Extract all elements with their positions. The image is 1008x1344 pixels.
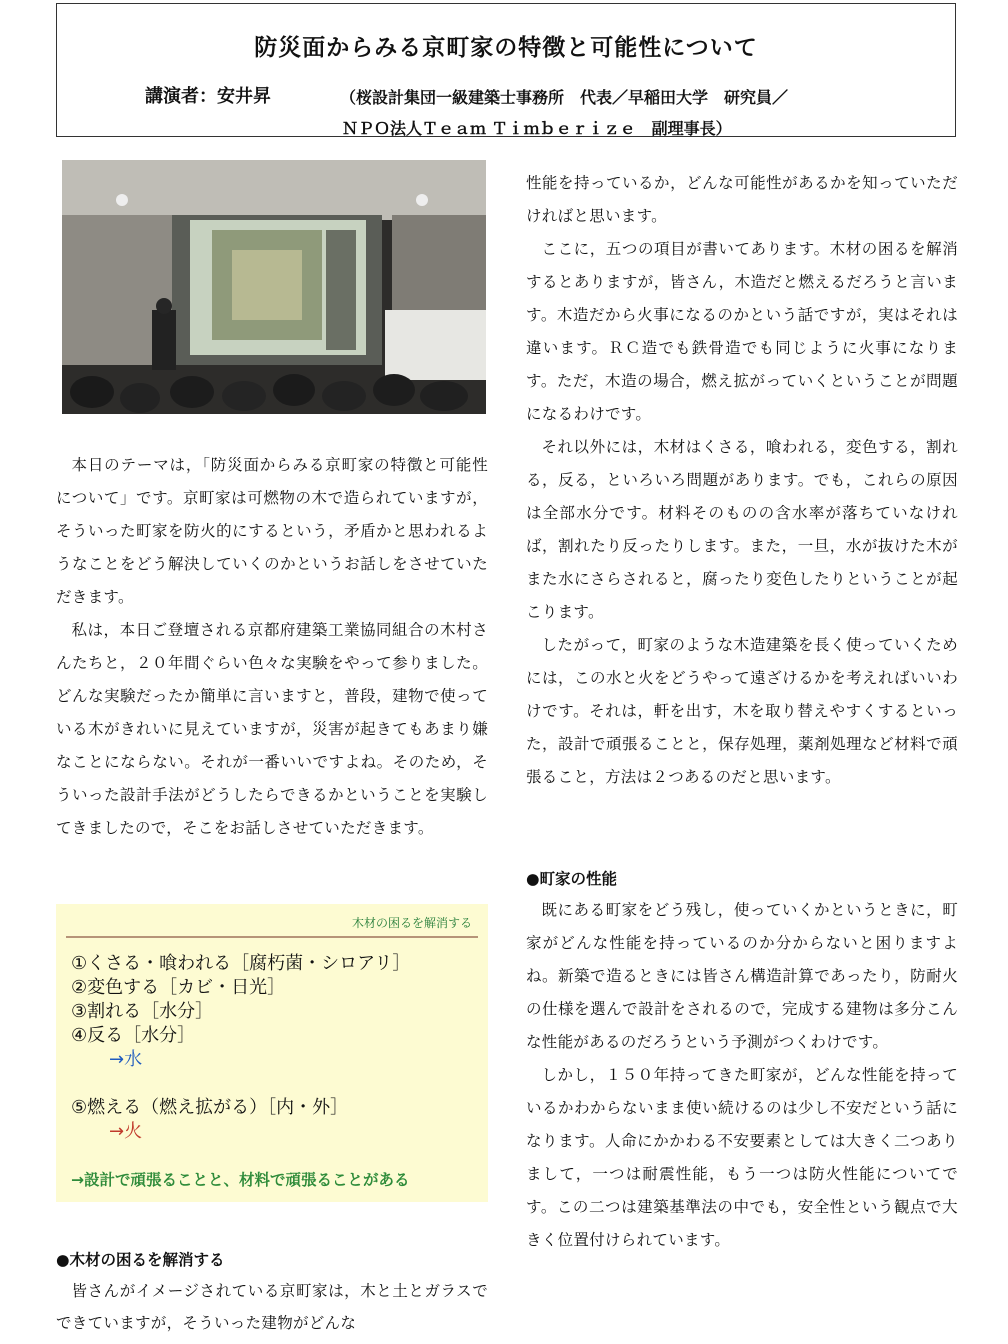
body-paragraph: それ以外には，木材はくさる，喰われる，変色する，割れる，反る，といろいろ問題があります。でも，これらの原因は全部水分です。材料そのものの含水率が落ちていなければ，割れたり反ったりします。また，一旦，水が抜けた木がまた水にさらされると，腐ったり変色したりということが起こります。 bbox=[526, 438, 958, 621]
callout-list bbox=[71, 952, 410, 1144]
body-paragraph: ここに，五つの項目が書いてあります。木材の困るを解消するとありますが，皆さん，木造だと燃えるだろうと言います。木造だから火事になるのかという話ですが，実はそれは違います。ＲＣ造でも鉄骨造でも同じように火事になります。ただ，木造の場合，燃え拡がっていくということが問題になるわけです。 bbox=[526, 240, 958, 423]
callout-item: ④反る［水分］ bbox=[71, 1025, 196, 1046]
body-paragraph: 私は，本日ご登壇される京都府建築工業協同組合の木村さんたちと，２０年間ぐらい色々な実験をやって参りました。どんな実験だったか簡単に言いますと，普段，建物で使っている木がきれいに見えていますが，災害が起きてもあまり嫌なことにならない。それが一番いいですよね。そのため，そういった設計手法がどうしたらできるかということを実験してきましたので，そこをお話しさせていただきます。 bbox=[56, 621, 488, 837]
section-heading: ●町家の性能 bbox=[526, 870, 618, 888]
callout-footer: →設計で頑張ることと、材料で頑張ることがある bbox=[71, 1171, 410, 1189]
speaker-name: 講演者：安井昇 bbox=[145, 86, 271, 107]
speaker-affiliation-line1: （桜設計集団一級建築士事務所 代表／早稲田大学 研究員／ bbox=[340, 88, 789, 107]
left-column-intro bbox=[56, 449, 488, 845]
fire-arrow-label: →火 bbox=[109, 1121, 143, 1142]
callout-item: ③割れる［水分］ bbox=[71, 1001, 214, 1022]
speaker-affiliation-line2: ＮＰＯ法人Ｔｅａｍ Ｔｉｍｂｅｒｉｚｅ 副理事長） bbox=[342, 119, 732, 138]
callout-divider bbox=[66, 936, 478, 938]
right-column-upper bbox=[526, 167, 958, 794]
body-paragraph: 皆さんがイメージされている京町家は，木と土とガラスでできていますが，そういった建物がどんな bbox=[56, 1282, 488, 1332]
left-column-section bbox=[56, 1245, 488, 1339]
body-paragraph: 既にある町家をどう残し，使っていくかというときに，町家がどんな性能を持っているのか分からないと困りますよね。新築で造るときには皆さん構造計算であったり，防耐火の仕様を選んで設計をされるので，完成する建物は多分こんな性能があるのだろうという予測がつくわけです。 bbox=[526, 901, 958, 1051]
title-box bbox=[56, 3, 956, 137]
body-paragraph: 性能を持っているか，どんな可能性があるかを知っていただければと思います。 bbox=[526, 174, 958, 225]
lecture-photo bbox=[62, 160, 486, 414]
body-paragraph: しかし，１５０年持ってきた町家が，どんな性能を持っているかわからないまま使い続けるのは少し不安だという話になります。人命にかかわる不安要素としては大きく二つありまして，一つは耐震性能，もう一つは防火性能についてです。この二つは建築基準法の中でも，安全性という観点で大きく位置付けられています。 bbox=[526, 1066, 958, 1249]
callout-title: 木材の困るを解消する bbox=[351, 916, 472, 930]
callout-panel bbox=[56, 904, 488, 1202]
callout-item: ②変色する［カビ・日光］ bbox=[71, 977, 286, 998]
water-arrow-label: →水 bbox=[109, 1049, 143, 1070]
document-title: 防災面からみる京町家の特徴と可能性について bbox=[254, 35, 758, 61]
callout-item: ①くさる・喰われる［腐朽菌・シロアリ］ bbox=[71, 953, 411, 974]
right-column-section bbox=[526, 864, 958, 1257]
callout-spacer bbox=[71, 1072, 410, 1096]
section-heading: ●木材の困るを解消する bbox=[56, 1251, 225, 1269]
callout-item: ⑤燃える（燃え拡がる）［内・外］ bbox=[71, 1097, 349, 1118]
body-paragraph: したがって，町家のような木造建築を長く使っていくためには，この水と火をどうやって遠ざけるかを考えればいいわけです。それは，軒を出す，木を取り替えやすくするといった，設計で頑張ることと，保存処理，薬剤処理など材料で頑張ること，方法は２つあるのだと思います。 bbox=[526, 636, 958, 786]
intro-paragraph: 本日のテーマは，「防災面からみる京町家の特徴と可能性について」です。京町家は可燃物の木で造られていますが，そういった町家を防火的にするという，矛盾かと思われるようなことをどう解決していくのかというお話しをさせていただきます。 bbox=[56, 456, 488, 606]
